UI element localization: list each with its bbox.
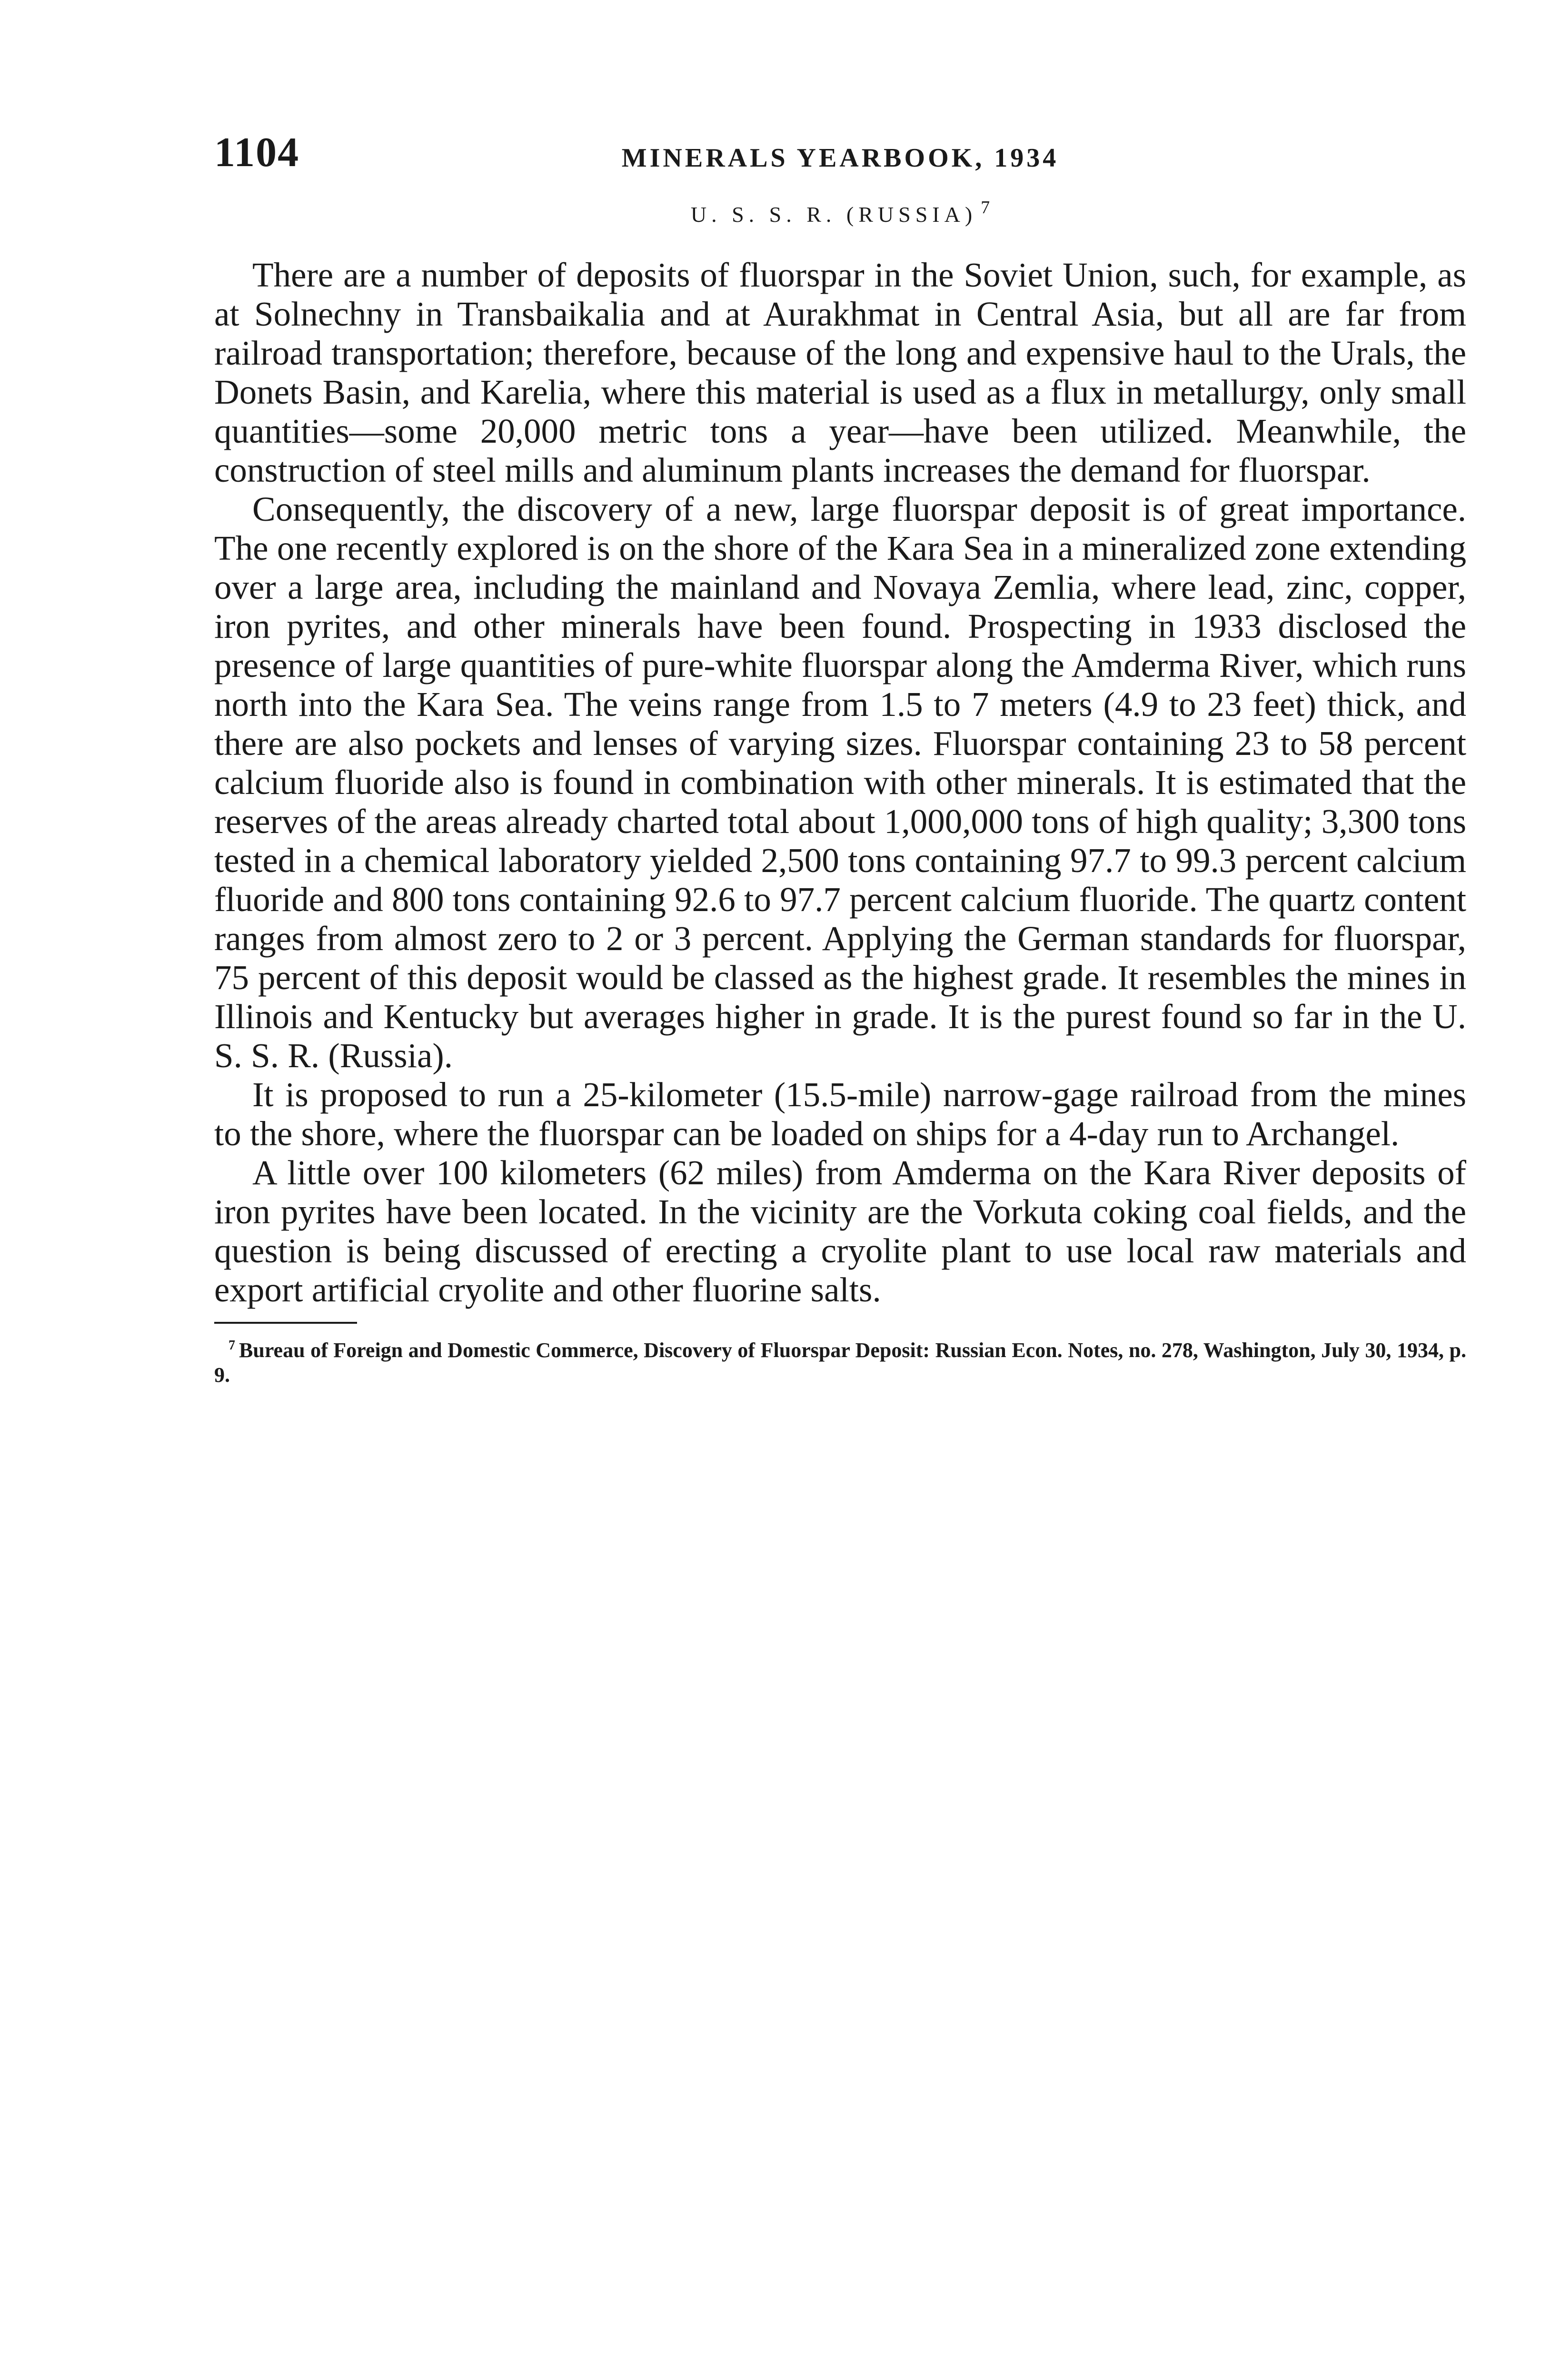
paragraph-1: There are a number of deposits of fluorspar in the Soviet Union, such, for example, as at Solnechny in Transbaikalia and at Aurakhmat in Central Asia, but all are far from railroad transportation; therefore, because of the long and expensive haul to the Urals, the Donets Basin, and Karelia, where this material is used as a flux in metallurgy, only small quantities—some 20,000 metric tons a year—have been utilized. Meanwhile, the construction of steel mills and aluminum plants increases the demand for fluorspar. (214, 256, 1466, 489)
paragraph-2: Consequently, the discovery of a new, large fluorspar deposit is of great importance. The one recently explored is on the shore of the Kara Sea in a mineralized zone extending over a large area, including the mainland and Novaya Zemlia, where lead, zinc, copper, iron pyrites, and other minerals have been found. Prospecting in 1933 disclosed the presence of large quantities of pure-white fluorspar along the Amderma River, which runs north into the Kara Sea. The veins range from 1.5 to 7 meters (4.9 to 23 feet) thick, and there are also pockets and lenses of varying sizes. Fluorspar containing 23 to 58 percent calcium fluoride also is found in combination with other minerals. It is estimated that the reserves of the areas already charted total about 1,000,000 tons of high quality; 3,300 tons tested in a chemical laboratory yielded 2,500 tons containing 97.7 to 99.3 percent calcium fluoride and 800 tons containing 92.6 to 97.7 percent calcium fluoride. The quartz content ranges from almost zero to 2 or 3 percent. Applying the German standards for fluorspar, 75 percent of this deposit would be classed as the highest grade. It resembles the mines in Illinois and Kentucky but averages higher in grade. It is the purest found so far in the U. S. S. R. (Russia). (214, 490, 1466, 1075)
paragraph-4: A little over 100 kilometers (62 miles) from Amderma on the Kara River deposits of iron pyrites have been located. In the vicinity are the Vorkuta coking coal fields, and the question is being discussed of erecting a cryolite plant to use local raw materials and export artificial cryolite and other fluorine salts. (214, 1153, 1466, 1309)
footnote-text: Bureau of Foreign and Domestic Commerce, Discovery of Fluorspar Deposit: Russian Econ. Notes, no. 278, Washington, July 30, 1934, p. 9. (214, 1339, 1466, 1387)
footnote-reference: 7 (981, 198, 990, 218)
section-heading-text: U. S. S. R. (RUSSIA) (690, 202, 977, 227)
footnote-marker: 7 (229, 1338, 235, 1353)
section-heading (214, 197, 1466, 227)
book-title: MINERALS YEARBOOK, 1934 (621, 143, 1059, 173)
running-head (214, 129, 1466, 186)
paragraph-3: It is proposed to run a 25-kilometer (15.5-mile) narrow-gage railroad from the mines to the shore, where the fluorspar can be loaded on ships for a 4-day run to Archangel. (214, 1075, 1466, 1153)
footnote-divider (214, 1322, 357, 1324)
page-number: 1104 (214, 129, 300, 176)
footnote (214, 1333, 1466, 1388)
document-page (214, 129, 1466, 1388)
body-text (214, 256, 1466, 1309)
